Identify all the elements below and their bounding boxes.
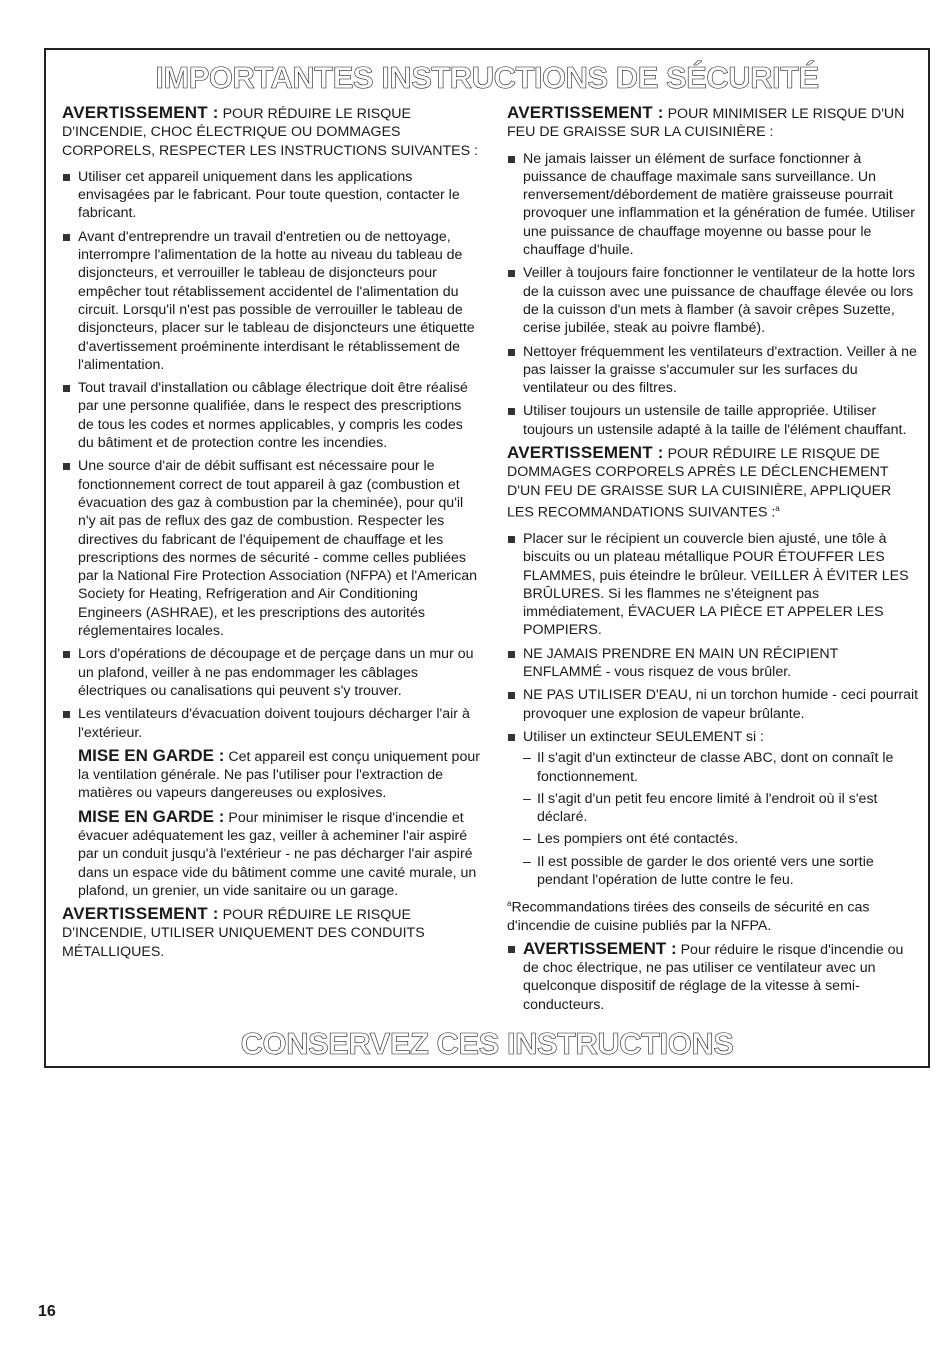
warning-text: POUR RÉDUIRE LE RISQUE D'INCENDIE, CHOC ÉLECTRIQUE OU DOMMAGES CORPORELS, RESPECTER LES INSTRUCTIONS SUIVANTES : bbox=[62, 106, 478, 159]
right-column bbox=[507, 104, 919, 1019]
grease-fire-bullet-list bbox=[507, 150, 919, 439]
fire-response-bullet-list bbox=[507, 530, 919, 889]
save-instructions-title: CONSERVEZ CES INSTRUCTIONS bbox=[240, 1026, 734, 1061]
list-item: Nettoyer fréquemment les ventilateurs d'extraction. Veiller à ne pas laisser la graisse s'accumuler sur les surfaces du ventilateur ou des filtres. bbox=[507, 343, 919, 398]
bullet-square-icon bbox=[508, 408, 515, 415]
extinguisher-conditions-list bbox=[507, 749, 919, 889]
warning-grease-fire-injury bbox=[507, 444, 919, 522]
list-item: – Les pompiers ont été contactés. bbox=[523, 831, 739, 848]
warning-text: Pour réduire le risque d'incendie ou de choc électrique, ne pas utiliser ce ventilateur avec un quelconque dispositif de réglage de la vitesse à semi-conducteurs. bbox=[523, 941, 904, 1013]
caution-general-ventilation bbox=[62, 747, 480, 803]
bullet-square-icon bbox=[63, 711, 70, 718]
page-number: 16 bbox=[38, 1303, 56, 1320]
list-item: Placer sur le récipient un couvercle bien ajusté, une tôle à biscuits ou un plateau métallique POUR ÉTOUFFER LES FLAMMES, puis éteindre le brûleur. VEILLER À ÉVITER LES BRÛLURES. Si les flammes ne s'éteignent pas immédiatement, ÉVACUER LA PIÈCE ET APPELER LES POMPIERS. bbox=[507, 530, 919, 640]
bullet-square-icon bbox=[508, 270, 515, 277]
footnote bbox=[507, 895, 919, 935]
bullet-square-icon bbox=[508, 349, 515, 356]
footnote-reference: a bbox=[775, 503, 780, 513]
list-item: Tout travail d'installation ou câblage électrique doit être réalisé par une personne qualifiée, dans le respect des prescriptions de tous les codes et normes applicables, y compris les codes du bâtiment et de protection contre les incendies. bbox=[62, 379, 480, 452]
bullet-square-icon bbox=[508, 692, 515, 699]
warning-keyword: AVERTISSEMENT : bbox=[507, 103, 664, 122]
warning-keyword: AVERTISSEMENT : bbox=[507, 443, 664, 463]
list-item: – Il s'agit d'un extincteur de classe ABC, dont on connaît le fonctionnement. bbox=[523, 750, 894, 785]
caution-text: Pour minimiser le risque d'incendie et évacuer adéquatement les gaz, veiller à acheminer l'air aspiré par un conduit jusqu'à l'extérieur - ne pas décharger l'air aspiré dans un espace vide du bâtiment comme une cavité murale, un plafond, un grenier, un vide sanitaire ou un garage. bbox=[78, 809, 477, 899]
list-item: Une source d'air de débit suffisant est nécessaire pour le fonctionnement correct de tout appareil à gaz (combustion et évacuation des gaz à combustion par la cheminée), pour qu'il n'y ait pas de reflux des gaz de combustion. Respecter les directives du fabricant de l'équipement de chauffage et les prescriptions des normes de sécurité - comme celles publiées par la National Fire Protection Association (NFPA) et l'American Society for Heating, Refrigeration and Air Conditioning Engineers (ASHRAE), et les prescriptions des autorités réglementaires locales. bbox=[62, 457, 480, 640]
bullet-square-icon bbox=[63, 174, 70, 181]
list-item: – Il s'agit d'un petit feu encore limité à l'endroit où il s'est déclaré. bbox=[523, 790, 878, 826]
list-item: Ne jamais laisser un élément de surface fonctionner à puissance de chauffage maximale sans surveillance. Un renversement/débordement de matière graisseuse pourrait provoquer une inflammation et la génération de fumée. Utiliser une puissance de chauffage moyenne ou basse pour le chauffage d'huile. bbox=[507, 150, 919, 260]
list-item: Les ventilateurs d'évacuation doivent toujours décharger l'air à l'extérieur. bbox=[62, 705, 480, 742]
warning-keyword: AVERTISSEMENT : bbox=[62, 904, 219, 924]
warning-metal-ducts bbox=[62, 905, 480, 961]
bullet-square-icon bbox=[63, 385, 70, 392]
bullet-square-icon bbox=[63, 651, 70, 658]
caution-keyword: MISE EN GARDE : bbox=[78, 745, 225, 765]
page-title: IMPORTANTES INSTRUCTIONS DE SÉCURITÉ bbox=[155, 60, 819, 95]
footnote-text: Recommandations tirées des conseils de sécurité en cas d'incendie de cuisine publiés par la NFPA. bbox=[507, 900, 870, 935]
warning-text: POUR MINIMISER LE RISQUE D'UN FEU DE GRAISSE SUR LA CUISINIÈRE : bbox=[507, 106, 905, 141]
list-item bbox=[507, 940, 919, 1014]
warning-text: POUR RÉDUIRE LE RISQUE D'INCENDIE, UTILISER UNIQUEMENT DES CONDUITS MÉTALLIQUES. bbox=[62, 907, 425, 960]
list-item: Avant d'entreprendre un travail d'entretien ou de nettoyage, interrompre l'alimentation de la hotte au niveau du tableau de disjoncteurs, et verrouiller le tableau de disjoncteurs pour empêcher tout rétablissement accidentel de l'alimentation du circuit. Lorsqu'il n'est pas possible de verrouiller le tableau de disjoncteurs, placer sur le tableau de disjoncteurs une étiquette d'avertissement proéminente interdisant le rétablissement de l'alimentation. bbox=[62, 228, 480, 374]
warning-text: POUR RÉDUIRE LE RISQUE DE DOMMAGES CORPORELS APRÈS LE DÉCLENCHEMENT D'UN FEU DE GRAISSE SUR LA CUISINIÈRE, APPLIQUER LES RECOMMANDATIONS SUIVANTES : bbox=[507, 446, 892, 521]
list-item: Utiliser cet appareil uniquement dans les applications envisagées par le fabricant. Pour toute question, contacter le fabricant. bbox=[62, 168, 480, 223]
warning-fire-shock bbox=[62, 104, 480, 160]
safety-instructions-box bbox=[44, 48, 930, 1068]
caution-text: Cet appareil est conçu uniquement pour la ventilation générale. Ne pas l'utiliser pour l'extraction de matières ou vapeurs dangereuses ou explosives. bbox=[78, 748, 480, 802]
list-item: NE PAS UTILISER D'EAU, ni un torchon humide - ceci pourrait provoquer une explosion de vapeur brûlante. bbox=[507, 686, 919, 723]
list-item: Utiliser toujours un ustensile de taille appropriée. Utiliser toujours un ustensile adapté à la taille de l'élément chauffant. bbox=[507, 402, 919, 439]
bullet-square-icon bbox=[63, 463, 70, 470]
caution-keyword: MISE EN GARDE : bbox=[78, 806, 225, 826]
list-item: Lors d'opérations de découpage et de perçage dans un mur ou un plafond, veiller à ne pas endommager les câblages électriques ou canalisations qui peuvent s'y trouver. bbox=[62, 645, 480, 700]
speed-control-warning-list bbox=[507, 940, 919, 1014]
bullet-square-icon bbox=[508, 651, 515, 658]
list-item: Veiller à toujours faire fonctionner le ventilateur de la hotte lors de la cuisson avec une puissance de chauffage élevée ou lors de la cuisson d'un mets à flamber (à savoir crêpes Suzette, cerise jubilée, steak au poivre flambé). bbox=[507, 264, 919, 337]
bullet-square-icon bbox=[508, 536, 515, 543]
warning-keyword: AVERTISSEMENT : bbox=[62, 103, 219, 122]
safety-bullet-list bbox=[62, 168, 480, 742]
bullet-square-icon bbox=[508, 156, 515, 163]
list-item: Utiliser un extincteur SEULEMENT si : – Il s'agit d'un extincteur de classe ABC, dont on connaît le fonctionnement. – Il s'agit d'un petit feu encore limité à l'endroit où il s'est déclaré. – Les pompiers ont été contactés. – Il est possible de garder le dos orienté vers une sortie pendant l'opération de lutte contre le feu. bbox=[507, 728, 919, 889]
list-item: NE JAMAIS PRENDRE EN MAIN UN RÉCIPIENT ENFLAMMÉ - vous risquez de vous brûler. bbox=[507, 645, 919, 682]
footnote-mark: a bbox=[507, 899, 512, 909]
list-item: – Il est possible de garder le dos orienté vers une sortie pendant l'opération de lutte contre le feu. bbox=[523, 853, 874, 889]
left-column bbox=[62, 104, 480, 969]
warning-keyword: AVERTISSEMENT : bbox=[523, 938, 677, 958]
bullet-square-icon bbox=[508, 946, 515, 953]
warning-grease-fire bbox=[507, 104, 919, 142]
caution-exhaust-outside bbox=[62, 808, 480, 900]
bullet-square-icon bbox=[63, 234, 70, 241]
bullet-square-icon bbox=[508, 734, 515, 741]
